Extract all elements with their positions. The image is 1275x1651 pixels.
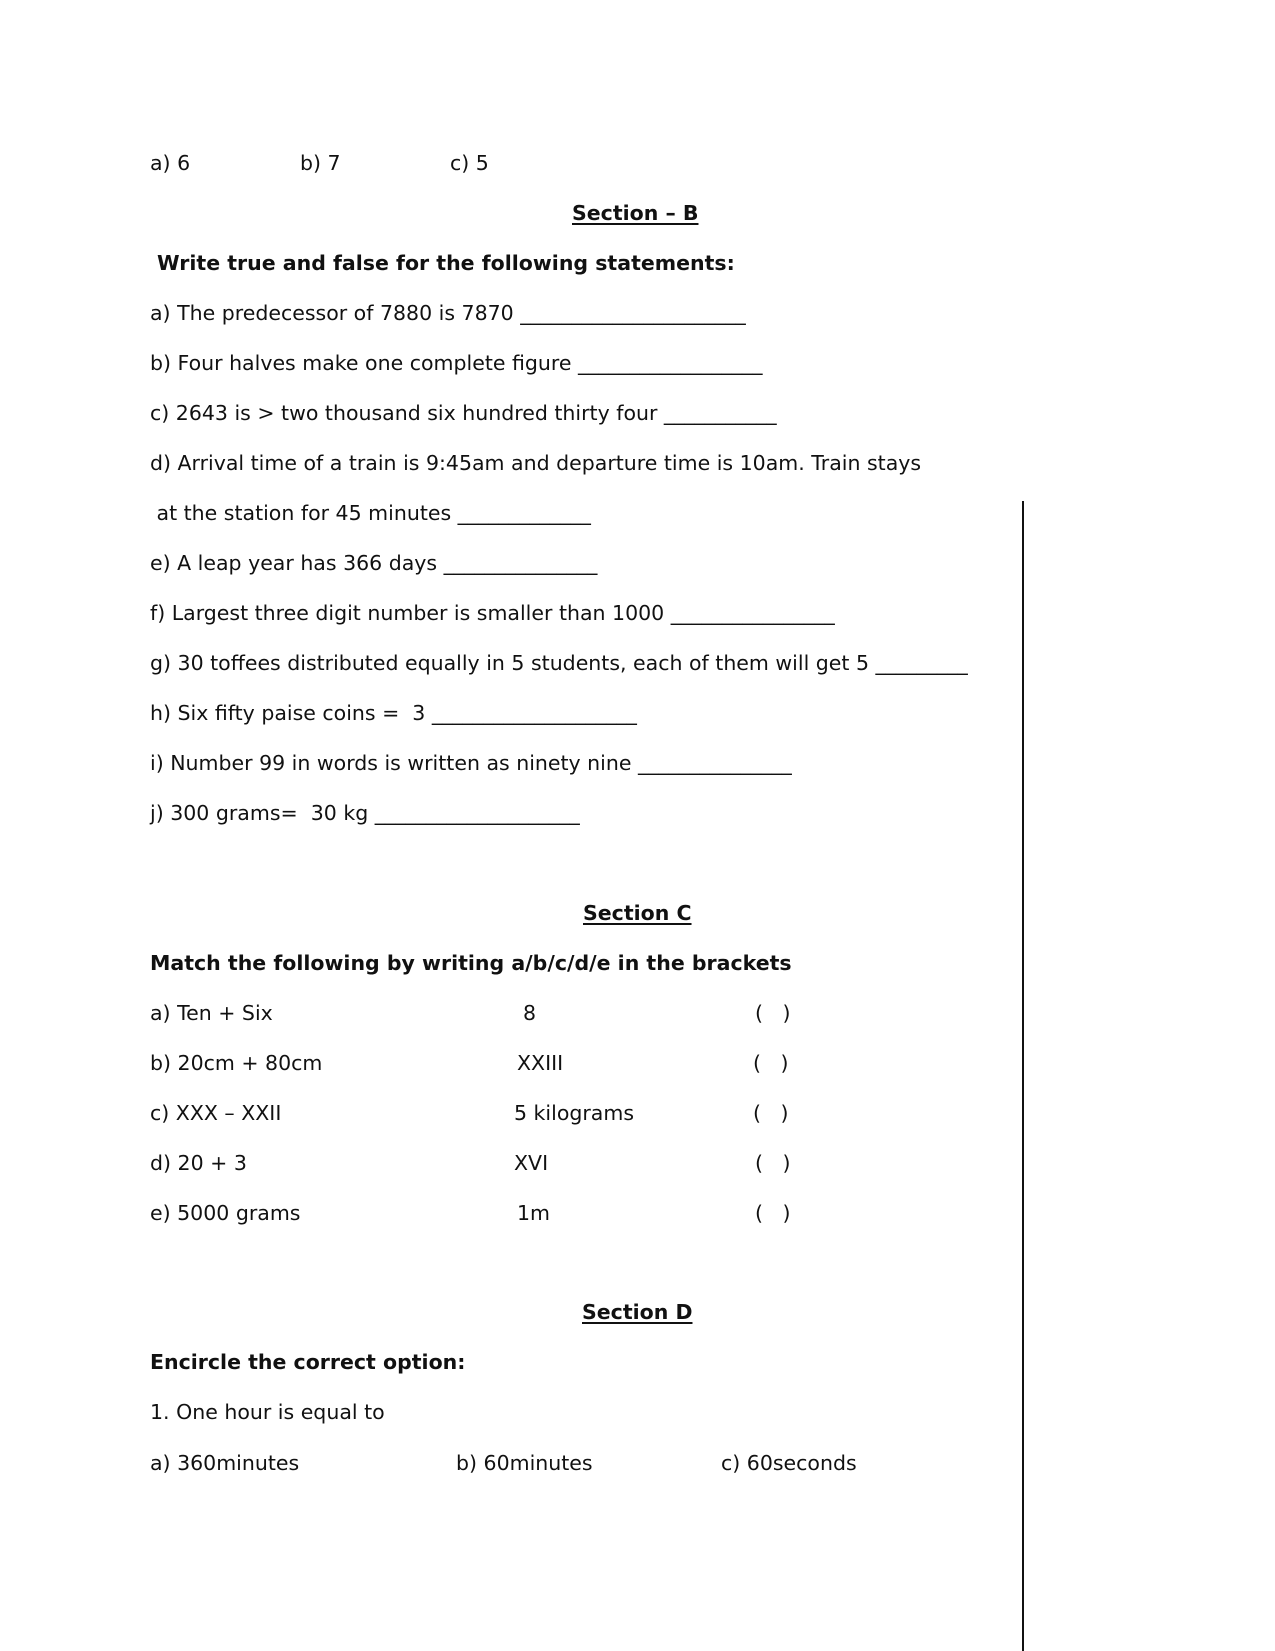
section-d-heading: Section D [582, 1300, 693, 1324]
statement-j: j) 300 grams= 30 kg ____________________ [150, 801, 580, 825]
statement-d-line2: at the station for 45 minutes _____________ [150, 501, 591, 525]
section-d-option-a: a) 360minutes [150, 1451, 300, 1475]
match-bracket-3: ( ) [753, 1101, 789, 1125]
statement-f: f) Largest three digit number is smaller than 1000 ________________ [150, 601, 835, 625]
match-left-b: b) 20cm + 80cm [150, 1051, 323, 1075]
page-vertical-rule [1022, 501, 1024, 1651]
match-left-e: e) 5000 grams [150, 1201, 301, 1225]
statement-d-line1: d) Arrival time of a train is 9:45am and departure time is 10am. Train stays [150, 451, 922, 475]
match-right-5: 1m [517, 1201, 551, 1225]
section-d-instruction: Encircle the correct option: [150, 1350, 466, 1374]
match-left-d: d) 20 + 3 [150, 1151, 247, 1175]
section-c-instruction: Match the following by writing a/b/c/d/e in the brackets [150, 951, 792, 975]
statement-c: c) 2643 is > two thousand six hundred thirty four ___________ [150, 401, 777, 425]
match-bracket-4: ( ) [755, 1151, 791, 1175]
statement-i: i) Number 99 in words is written as ninety nine _______________ [150, 751, 792, 775]
statement-h: h) Six fifty paise coins = 3 ____________________ [150, 701, 637, 725]
top-option-c: c) 5 [450, 151, 489, 175]
match-right-3: 5 kilograms [514, 1101, 635, 1125]
match-bracket-2: ( ) [753, 1051, 789, 1075]
section-d-option-b: b) 60minutes [456, 1451, 593, 1475]
section-b-instruction: Write true and false for the following statements: [157, 251, 735, 275]
section-d-question: 1. One hour is equal to [150, 1400, 385, 1424]
section-d-option-c: c) 60seconds [721, 1451, 857, 1475]
top-option-a: a) 6 [150, 151, 191, 175]
match-right-1: 8 [523, 1001, 537, 1025]
match-left-c: c) XXX – XXII [150, 1101, 282, 1125]
top-option-b: b) 7 [300, 151, 341, 175]
statement-a: a) The predecessor of 7880 is 7870 ______________________ [150, 301, 746, 325]
match-bracket-1: ( ) [755, 1001, 791, 1025]
statement-b: b) Four halves make one complete figure __________________ [150, 351, 763, 375]
section-b-heading: Section – B [572, 201, 699, 225]
match-right-2: XXIII [517, 1051, 564, 1075]
section-c-heading: Section C [583, 901, 692, 925]
match-left-a: a) Ten + Six [150, 1001, 273, 1025]
statement-g: g) 30 toffees distributed equally in 5 students, each of them will get 5 _________ [150, 651, 968, 675]
match-bracket-5: ( ) [755, 1201, 791, 1225]
match-right-4: XVI [514, 1151, 549, 1175]
statement-e: e) A leap year has 366 days _______________ [150, 551, 598, 575]
